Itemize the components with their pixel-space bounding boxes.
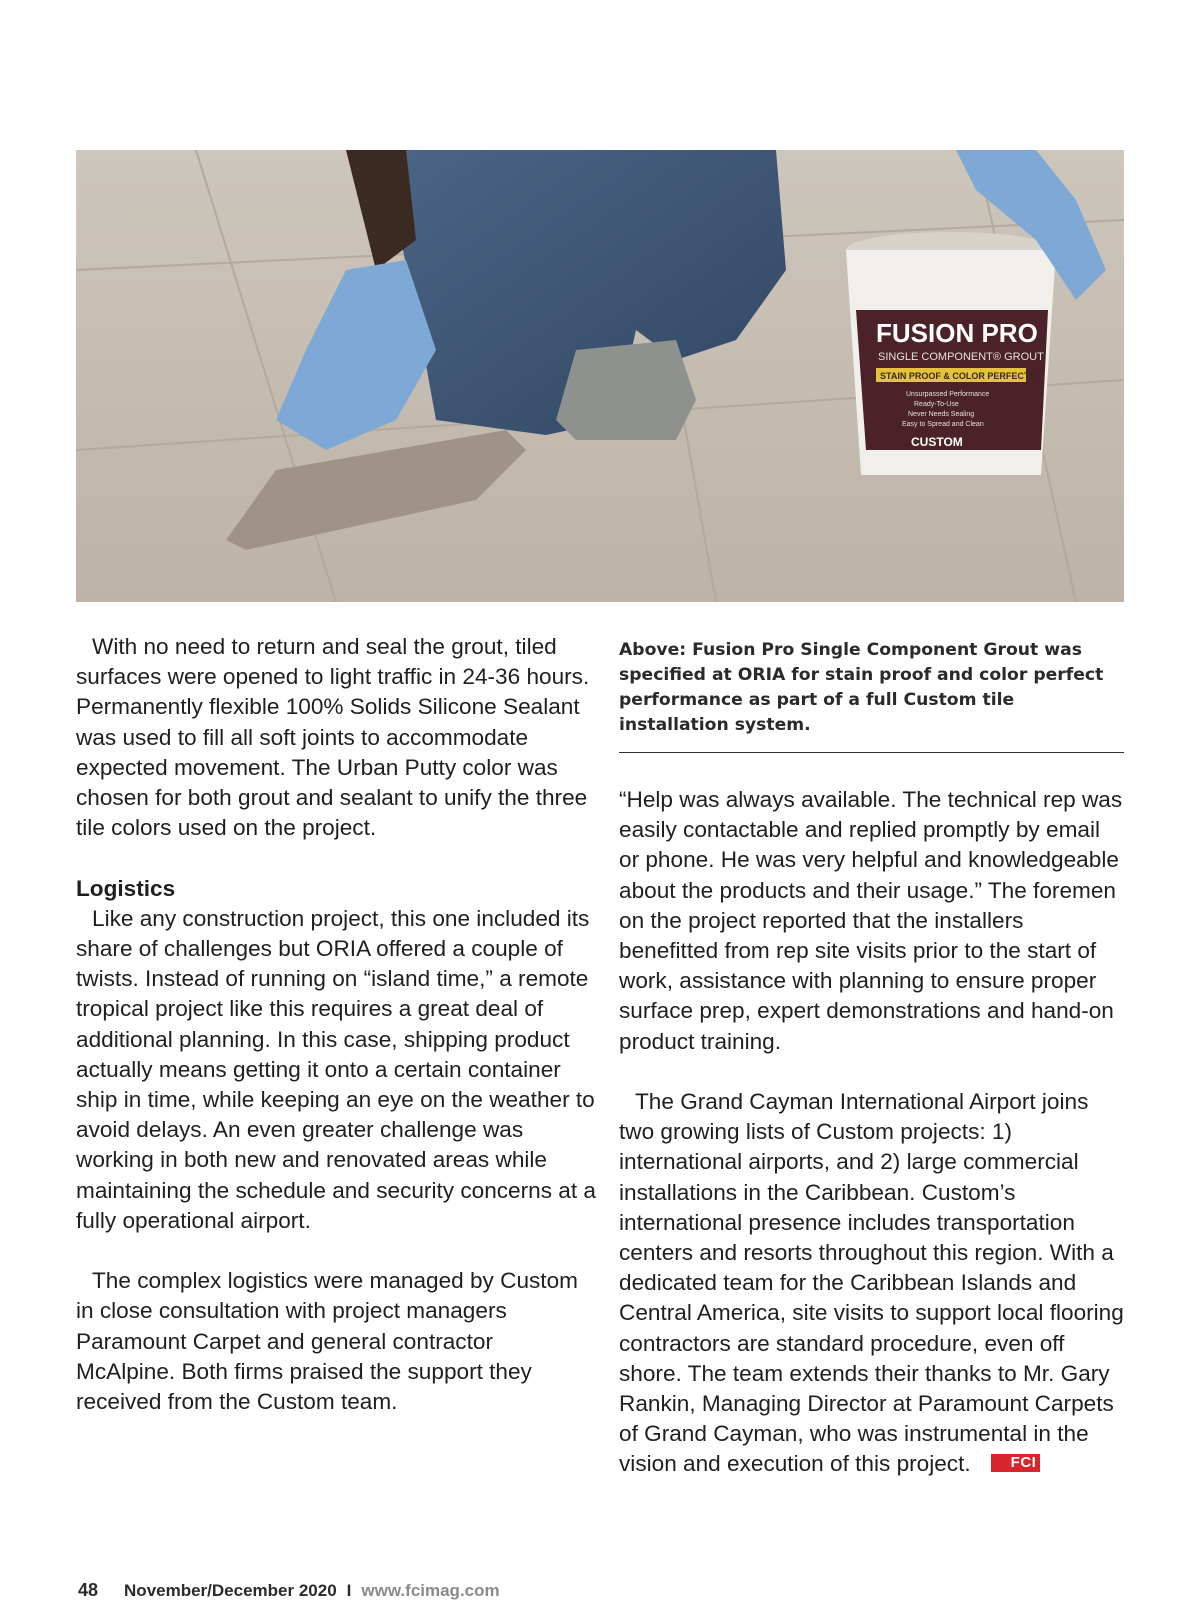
issue-date: November/December 2020	[124, 1581, 337, 1600]
grout-bucket	[846, 232, 1056, 475]
right-body	[619, 785, 1124, 1480]
bucket-sub-text: SINGLE COMPONENT® GROUT	[878, 351, 1044, 363]
section-heading: Logistics	[76, 875, 176, 901]
paragraph-gap	[76, 843, 596, 873]
website-link[interactable]: www.fcimag.com	[361, 1581, 500, 1600]
right-column	[619, 638, 1124, 1480]
bucket-tag-text: STAIN PROOF & COLOR PERFECT®	[880, 371, 1036, 381]
page-footer	[78, 1579, 778, 1602]
right-paragraph-2	[619, 1087, 1124, 1480]
left-paragraph-2: Like any construction project, this one included its share of challenges but ORIA offered a couple of twists. Instead of running on “island time,” a remote tropical project like this requires a great deal of additional planning. In this case, shipping product actually means getting it onto a certain container ship in time, while keeping an eye on the weather to avoid delays. An even greater challenge was working in both new and renovated areas while maintaining the schedule and security concerns at a fully operational airport.	[76, 905, 596, 1233]
work-boot	[556, 340, 696, 440]
grouting-photo-illustration	[76, 150, 1124, 602]
paragraph-gap	[619, 1057, 1124, 1087]
caption-body: Fusion Pro Single Component Grout was specified at ORIA for stain proof and color perfect performance as part of a full Custom tile installation system.	[619, 640, 1104, 735]
left-paragraph-1: With no need to return and seal the grout, tiled surfaces were opened to light traffic in 24-36 hours. Permanently flexible 100% Solids Silicone Sealant was used to fill all soft joints to accommodate expected movement. The Urban Putty color was chosen for both grout and sealant to unify the three tile colors used on the project.	[76, 634, 590, 841]
right-paragraph-2-text: The Grand Cayman International Airport joins two growing lists of Custom projects: 1) international airports, and 2) large commercial installations in the Caribbean. Custom’s international presence includes transportation centers and resorts throughout this region. With a dedicated team for the Caribbean Islands and Central America, site visits to support local flooring contractors are standard procedure, even off shore. The team extends their thanks to Mr. Gary Rankin, Managing Director at Paramount Carpets of Grand Cayman, who was instrumental in the vision and execution of this project.	[619, 1089, 1124, 1477]
photo-caption	[619, 638, 1124, 753]
bucket-maker-text: CUSTOM	[911, 435, 963, 449]
left-paragraph-3: The complex logistics were managed by Custom in close consultation with project managers Paramount Carpet and general contractor McAlpine. Both firms praised the support they received from the Custom team.	[76, 1268, 578, 1415]
bucket-line-3: Never Needs Sealing	[908, 411, 975, 418]
left-column	[76, 632, 596, 1417]
article-photo	[76, 150, 1124, 602]
footer-separator: I	[346, 1581, 352, 1600]
page-number: 48	[78, 1580, 99, 1600]
bucket-line-1: Unsurpassed Performance	[906, 391, 990, 398]
fci-end-badge: FCI	[991, 1454, 1041, 1472]
caption-lead: Above:	[619, 640, 687, 660]
bucket-line-4: Easy to Spread and Clean	[902, 421, 984, 428]
bucket-brand-text: FUSION PRO	[876, 318, 1038, 348]
paragraph-gap	[76, 1236, 596, 1266]
bucket-line-2: Ready-To-Use	[914, 401, 959, 408]
right-paragraph-1: “Help was always available. The technical rep was easily contactable and replied promptly by email or phone. He was very helpful and knowledgeable about the products and their usage.” The foremen on the project reported that the installers benefitted from rep site visits prior to the start of work, assistance with planning to ensure proper surface prep, expert demonstrations and hand-on product training.	[619, 787, 1123, 1054]
